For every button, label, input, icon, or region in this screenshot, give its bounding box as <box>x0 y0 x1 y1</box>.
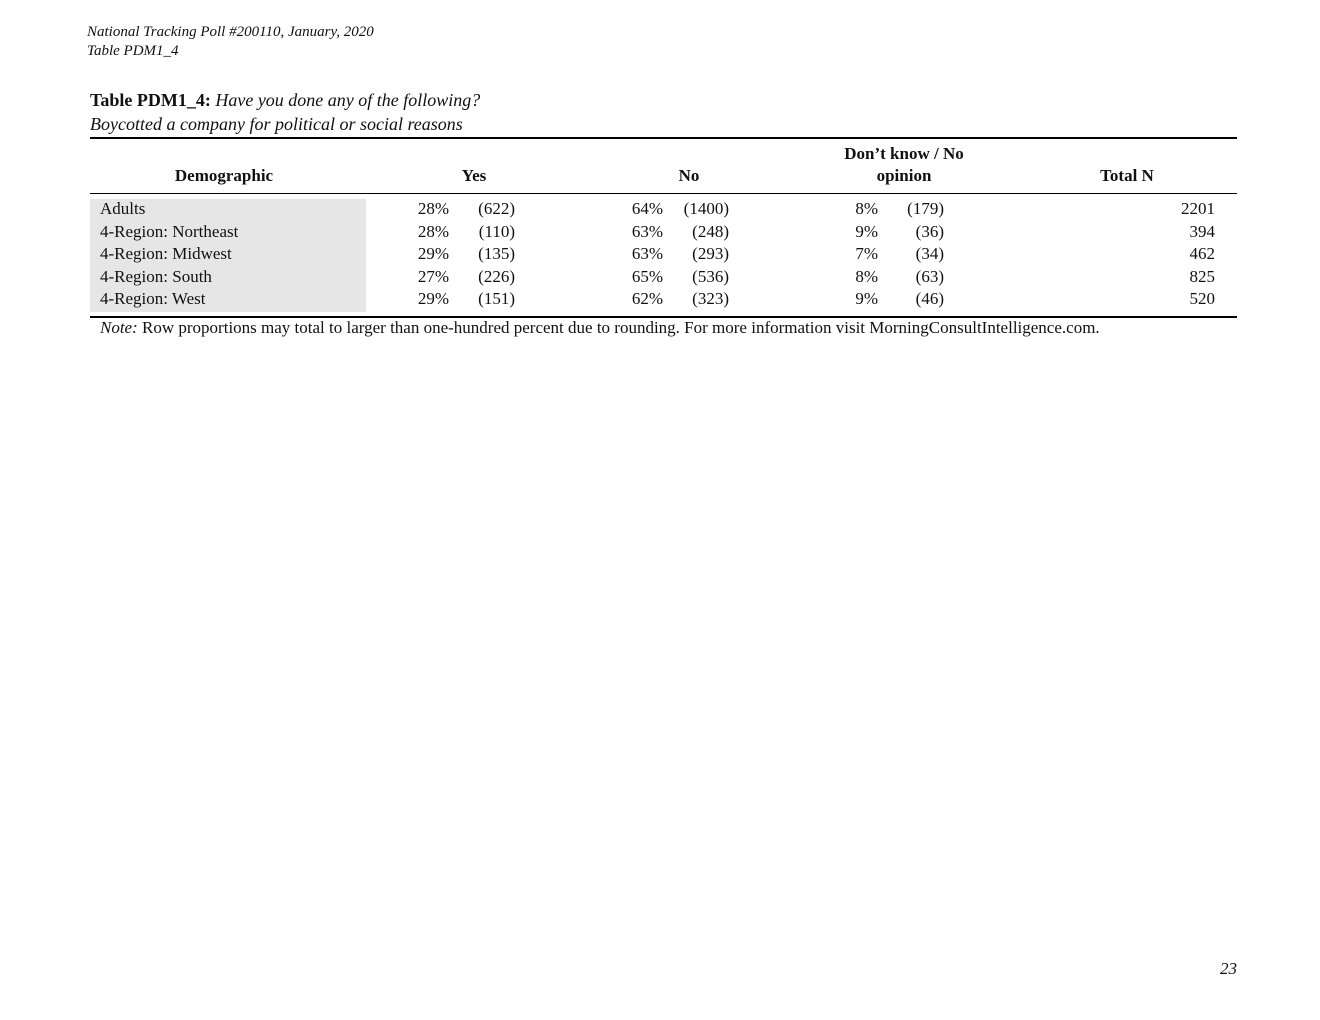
caption-subtitle: Boycotted a company for political or social reasons <box>90 114 463 134</box>
page-number: 23 <box>1220 959 1237 978</box>
row-no-count: (323) <box>692 289 729 308</box>
row-yes-count: (622) <box>478 199 515 218</box>
row-no-count: (293) <box>692 244 729 263</box>
header-dont-know-line2: opinion <box>876 166 932 185</box>
row-yes-count: (151) <box>478 289 515 308</box>
row-demographic: 4-Region: South <box>100 267 212 286</box>
table-note <box>100 317 1100 339</box>
row-dont-know-count: (179) <box>907 199 944 218</box>
row-dont-know-count: (46) <box>915 289 944 308</box>
row-yes-percent: 29% <box>417 289 449 308</box>
row-yes-percent: 29% <box>417 244 449 263</box>
row-no-percent: 64% <box>631 199 663 218</box>
row-no-count: (248) <box>692 222 729 241</box>
row-total-n: 2201 <box>1181 199 1215 218</box>
row-dont-know-percent: 9% <box>855 289 878 308</box>
row-no-percent: 65% <box>631 267 663 286</box>
table-row <box>0 221 1320 243</box>
row-no-percent: 62% <box>631 289 663 308</box>
header-demographic: Demographic <box>174 166 274 185</box>
row-total-n: 825 <box>1189 267 1215 286</box>
note-text: Row proportions may total to larger than one-hundred percent due to rounding. For more information visit MorningConsultIntelligence.com. <box>142 318 1100 337</box>
row-yes-count: (226) <box>478 267 515 286</box>
header-total-n: Total N <box>1100 166 1154 185</box>
row-no-count: (536) <box>692 267 729 286</box>
table-row <box>0 243 1320 265</box>
table-top-rule <box>90 137 1237 139</box>
row-no-count: (1400) <box>683 199 729 218</box>
row-yes-count: (135) <box>478 244 515 263</box>
row-no-percent: 63% <box>631 222 663 241</box>
running-head-poll: National Tracking Poll #200110, January, 2020 <box>87 24 374 40</box>
header-no: No <box>678 166 700 185</box>
row-dont-know-count: (36) <box>915 222 944 241</box>
running-head-table: Table PDM1_4 <box>87 43 179 59</box>
row-demographic: 4-Region: Northeast <box>100 222 239 241</box>
row-dont-know-percent: 8% <box>855 199 878 218</box>
table-row <box>0 198 1320 220</box>
row-no-percent: 63% <box>631 244 663 263</box>
row-dont-know-percent: 9% <box>855 222 878 241</box>
row-total-n: 462 <box>1189 244 1215 263</box>
caption-question: Have you done any of the following? <box>215 90 481 110</box>
running-head <box>87 23 374 61</box>
row-yes-percent: 27% <box>417 267 449 286</box>
row-dont-know-count: (34) <box>915 244 944 263</box>
note-label: Note: <box>100 318 138 337</box>
row-dont-know-percent: 8% <box>855 267 878 286</box>
row-demographic: 4-Region: West <box>100 289 206 308</box>
row-yes-percent: 28% <box>417 199 449 218</box>
row-total-n: 520 <box>1189 289 1215 308</box>
row-demographic: Adults <box>100 199 146 218</box>
table-header-rule <box>90 193 1237 194</box>
header-dont-know <box>804 143 1004 187</box>
row-yes-count: (110) <box>478 222 515 241</box>
row-total-n: 394 <box>1189 222 1215 241</box>
header-dont-know-line1: Don’t know / No <box>844 144 964 163</box>
table-row <box>0 266 1320 288</box>
row-yes-percent: 28% <box>417 222 449 241</box>
caption-label: Table PDM1_4: <box>90 90 211 110</box>
table-caption <box>90 88 1237 136</box>
row-dont-know-count: (63) <box>915 267 944 286</box>
table-row <box>0 288 1320 310</box>
row-dont-know-percent: 7% <box>855 244 878 263</box>
header-yes: Yes <box>461 166 487 185</box>
row-demographic: 4-Region: Midwest <box>100 244 232 263</box>
